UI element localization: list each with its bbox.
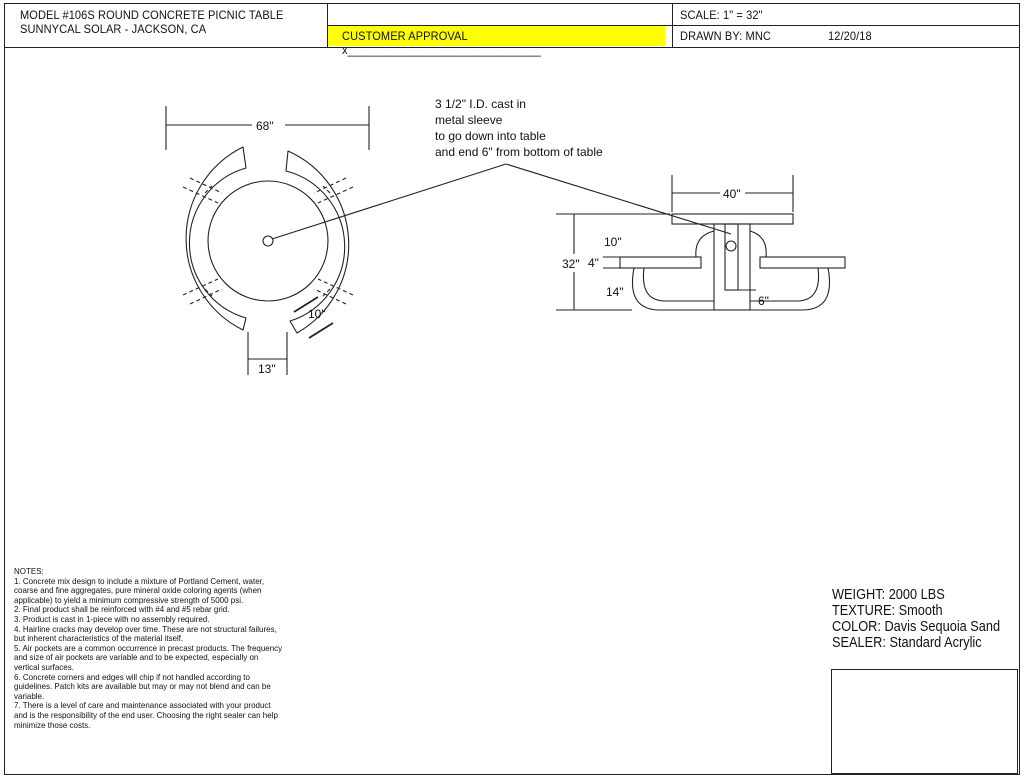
seat-left xyxy=(186,147,246,330)
notes-section xyxy=(14,567,284,730)
dim-tick xyxy=(309,323,333,338)
callout-leader xyxy=(272,164,506,239)
drawing-date: 12/20/18 xyxy=(828,29,872,43)
dim-label-seat: 10" xyxy=(308,307,326,321)
spec-color: COLOR: Davis Sequoia Sand xyxy=(832,619,1001,635)
note-item: 6. Concrete corners and edges will chip if not handled according to guidelines. Patch kits are available but may or may not blend and can be variable. xyxy=(14,671,271,701)
dim-label-height: 32" xyxy=(562,257,580,271)
seat-right xyxy=(286,151,349,333)
side-sleeve-hole xyxy=(726,241,736,251)
spec-weight: WEIGHT: 2000 LBS xyxy=(832,587,945,603)
side-seat-left xyxy=(620,257,701,268)
note-item: 3. Product is cast in 1-piece with no assembly required. xyxy=(14,613,210,624)
side-seat-right xyxy=(760,257,845,268)
drawn-by-label: DRAWN BY: MNC xyxy=(680,29,771,43)
dim-label-upper: 10" xyxy=(604,235,622,249)
note-item: 1. Concrete mix design to include a mixture of Portland Cement, water, coarse and fine aggregates, pure mineral oxide coloring agents (when applicable) to yield a minimum compressive strength of 5000 psi. xyxy=(14,575,265,605)
callout-line-3: to go down into table xyxy=(435,129,546,143)
dim-label-lower: 14" xyxy=(606,285,624,299)
callout-line-1: 3 1/2" I.D. cast in xyxy=(435,97,526,111)
support-curve xyxy=(750,231,766,257)
note-item: 2. Final product shall be reinforced with #4 and #5 rebar grid. xyxy=(14,604,230,615)
customer-name: SUNNYCAL SOLAR - JACKSON, CA xyxy=(20,22,207,36)
support-curve xyxy=(632,268,714,310)
note-item: 7. There is a level of care and maintenance associated with your product and is the responsibility of the end user. Choosing the right sealer can help minimize those costs. xyxy=(14,700,278,730)
side-pedestal xyxy=(714,224,750,310)
support-curve xyxy=(696,231,714,257)
model-title: MODEL #106S ROUND CONCRETE PICNIC TABLE xyxy=(20,8,284,22)
table-top-outline xyxy=(208,181,328,301)
note-item: 4. Hairline cracks may develop over time. These are not structural failures, but inherent characteristics of the material itself. xyxy=(14,623,277,644)
side-sleeve xyxy=(725,224,738,290)
side-table-top xyxy=(672,214,793,224)
spec-sealer: SEALER: Standard Acrylic xyxy=(832,635,982,651)
note-item: 5. Air pockets are a common occurrence in precast products. The frequency and size of air pockets are variable and to be expected, especially on vertical surfaces. xyxy=(14,642,283,672)
scale-label: SCALE: 1" = 32" xyxy=(680,8,763,22)
spec-texture: TEXTURE: Smooth xyxy=(832,603,943,619)
product-specs xyxy=(832,587,1000,651)
dim-label-width: 68" xyxy=(256,119,274,133)
dim-label-top: 40" xyxy=(723,187,741,201)
approval-stamp-box xyxy=(831,669,1018,774)
callout-line-2: metal sleeve xyxy=(435,113,503,127)
dim-label-sleeve-end: 6" xyxy=(758,294,769,308)
support-curve xyxy=(643,268,714,301)
callout-line-4: and end 6" from bottom of table xyxy=(435,145,603,159)
dim-label-seat-thickness: 4" xyxy=(588,256,599,270)
customer-approval-label: CUSTOMER APPROVAL x_______________________________ xyxy=(342,29,541,57)
notes-title: NOTES: xyxy=(14,566,44,576)
umbrella-sleeve-hole xyxy=(263,236,273,246)
dim-label-gap: 13" xyxy=(258,362,276,376)
